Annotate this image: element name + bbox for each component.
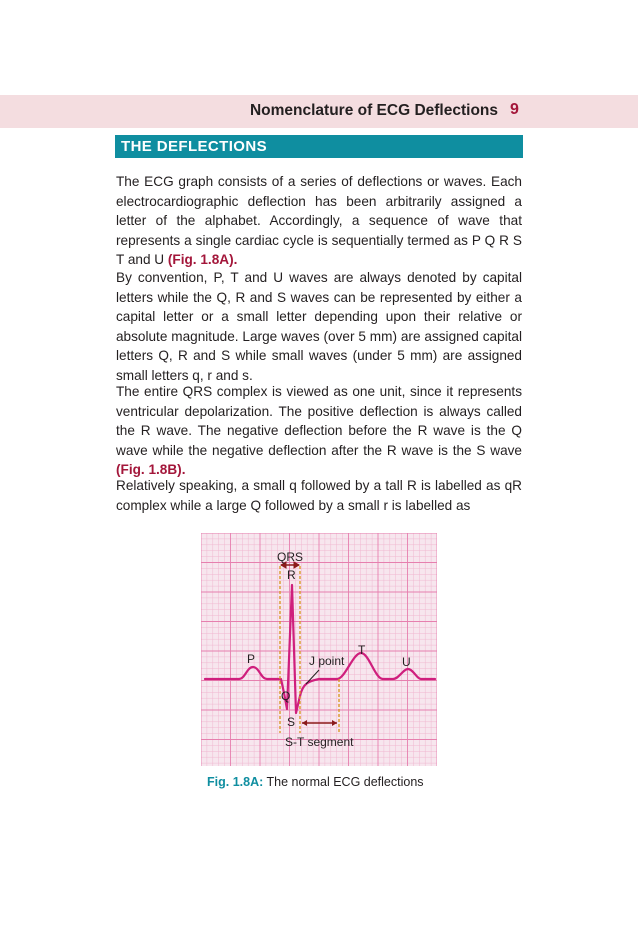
- paragraph-2: [116, 268, 522, 386]
- label-st-segment: S-T segment: [285, 735, 354, 749]
- figure-caption-label: Fig. 1.8A:: [207, 775, 264, 789]
- figure-caption-text: The normal ECG deflections: [263, 775, 424, 789]
- figure-caption: [207, 775, 424, 789]
- ecg-figure: [201, 533, 437, 766]
- label-j-point: J point: [309, 654, 345, 668]
- paragraph-4-text: Relatively speaking, a small q followed by a tall R is labelled as qR complex while a large Q followed by a small r is labelled as: [116, 478, 522, 513]
- label-p-wave: P: [247, 652, 256, 666]
- ecg-grid-svg: [201, 533, 437, 766]
- label-q-wave: Q: [281, 689, 291, 703]
- section-title: THE DEFLECTIONS: [121, 138, 268, 155]
- page-number: 9: [510, 101, 519, 118]
- label-qrs: QRS: [277, 550, 304, 564]
- paragraph-1: [116, 172, 522, 270]
- paragraph-4: [116, 476, 522, 515]
- label-r-wave: R: [287, 568, 296, 582]
- paragraph-1-text: The ECG graph consists of a series of deflections or waves. Each electrocardiographic deflection has been arbitrarily assigned a letter of the alphabet. Accordingly, a sequence of wave that represents a single cardiac cycle is sequentially termed as P Q R S T and U: [116, 174, 522, 268]
- label-u-wave: U: [402, 655, 411, 669]
- figure-reference-1-8a[interactable]: (Fig. 1.8A).: [167, 252, 238, 268]
- running-header-title: Nomenclature of ECG Deflections: [249, 102, 498, 119]
- paragraph-2-text: By convention, P, T and U waves are always denoted by capital letters while the Q, R and S waves can be represented by either a capital letter or a small letter depending upon their relative or absolute magnitude. Large waves (over 5 mm) are assigned capital letters Q, R and S while small waves (under 5 mm) are assigned small letters q, r and s.: [116, 270, 522, 383]
- label-s-wave: S: [287, 715, 296, 729]
- section-heading-bar: [115, 135, 523, 158]
- label-t-wave: T: [358, 643, 366, 657]
- paragraph-3-text: The entire QRS complex is viewed as one unit, since it represents ventricular depolarization. The positive deflection is always called the R wave. The negative deflection before the R wave is the Q wave while the negative deflection after the R wave is the S wave: [116, 384, 522, 458]
- figure-reference-1-8b[interactable]: (Fig. 1.8B).: [116, 462, 186, 478]
- paragraph-3: [116, 382, 522, 480]
